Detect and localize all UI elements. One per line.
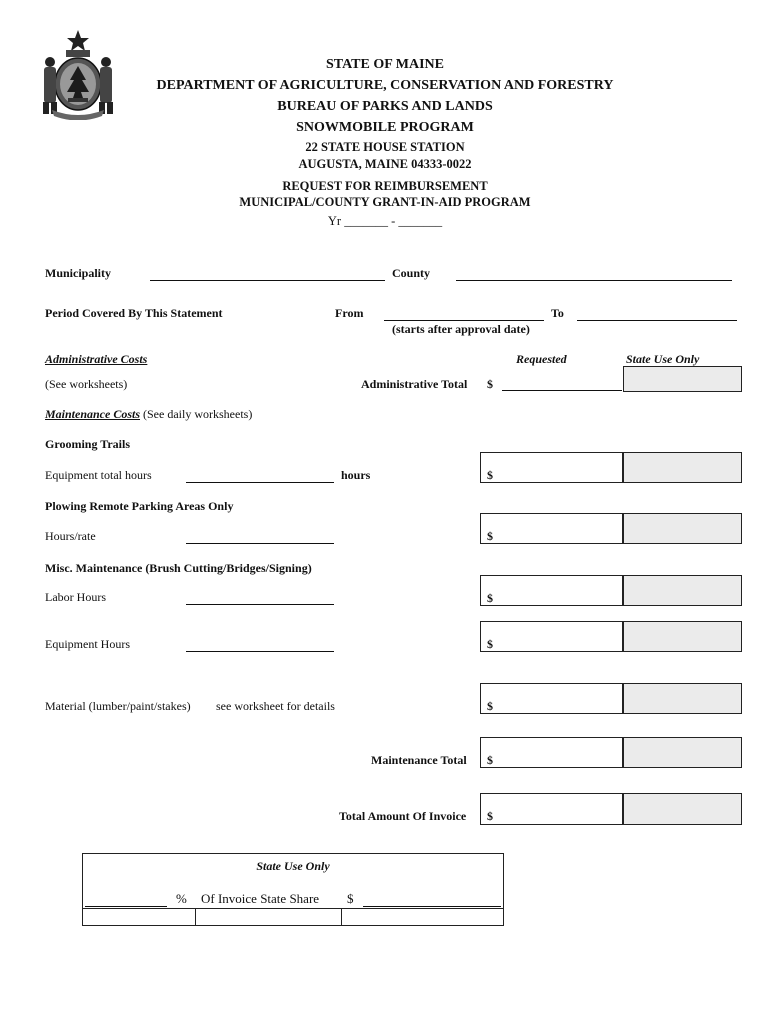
equipment-hours-label: Equipment Hours xyxy=(45,637,130,651)
maintenance-total-state-use-cell xyxy=(623,737,742,768)
header-line-city: AUGUSTA, MAINE 04333-0022 xyxy=(298,157,472,171)
header-line-program: SNOWMOBILE PROGRAM xyxy=(296,120,474,135)
divider xyxy=(341,908,342,925)
material-note: see worksheet for details xyxy=(216,699,335,713)
year-field[interactable]: Yr _______ - _______ xyxy=(327,214,443,228)
labor-requested-cell[interactable] xyxy=(480,575,623,606)
county-label: County xyxy=(392,266,431,280)
dollar-sign: $ xyxy=(487,637,493,651)
header-line-grant: MUNICIPAL/COUNTY GRANT-IN-AID PROGRAM xyxy=(239,195,531,209)
period-label: Period Covered By This Statement xyxy=(45,306,223,320)
maintenance-costs-title: Maintenance Costs xyxy=(45,407,141,421)
dollar-sign: $ xyxy=(487,377,493,391)
see-worksheets-note: (See worksheets) xyxy=(45,377,128,391)
equipment-requested-cell[interactable] xyxy=(480,621,623,652)
state-use-only-column-header: State Use Only xyxy=(626,352,700,366)
dollar-sign: $ xyxy=(347,891,354,906)
header-line-department: DEPARTMENT OF AGRICULTURE, CONSERVATION AND FORESTRY xyxy=(156,78,614,93)
plowing-state-use-cell xyxy=(623,513,742,544)
total-invoice-label: Total Amount Of Invoice xyxy=(339,809,467,823)
maintenance-total-requested-cell[interactable] xyxy=(480,737,623,768)
dollar-sign: $ xyxy=(487,529,493,543)
dollar-sign: $ xyxy=(487,468,493,482)
maintenance-costs-heading xyxy=(45,407,252,422)
dollar-sign: $ xyxy=(487,753,493,767)
dollar-sign: $ xyxy=(487,809,493,823)
equipment-total-hours-field[interactable] xyxy=(186,482,334,483)
plowing-requested-cell[interactable] xyxy=(480,513,623,544)
grooming-state-use-cell xyxy=(623,452,742,483)
plowing-heading: Plowing Remote Parking Areas Only xyxy=(45,499,234,513)
equipment-total-hours-label: Equipment total hours xyxy=(45,468,152,482)
to-label: To xyxy=(551,306,564,320)
equipment-hours-field[interactable] xyxy=(186,651,334,652)
material-requested-cell[interactable] xyxy=(480,683,623,714)
material-state-use-cell xyxy=(623,683,742,714)
header-line-bureau: BUREAU OF PARKS AND LANDS xyxy=(277,99,493,114)
equipment-state-use-cell xyxy=(623,621,742,652)
material-label: Material (lumber/paint/stakes) xyxy=(45,699,191,713)
state-share-percent-field[interactable] xyxy=(85,906,167,907)
grooming-requested-cell[interactable] xyxy=(480,452,623,483)
administrative-costs-heading: Administrative Costs xyxy=(45,352,148,366)
header-line-request: REQUEST FOR REIMBURSEMENT xyxy=(282,179,488,193)
labor-hours-field[interactable] xyxy=(186,604,334,605)
administrative-total-label: Administrative Total xyxy=(361,377,468,391)
state-share-label: Of Invoice State Share xyxy=(201,891,320,906)
labor-state-use-cell xyxy=(623,575,742,606)
header-line-address: 22 STATE HOUSE STATION xyxy=(305,140,465,154)
to-date-field[interactable] xyxy=(577,320,737,321)
requested-column-header: Requested xyxy=(516,352,567,366)
from-date-field[interactable] xyxy=(384,320,544,321)
maintenance-total-label: Maintenance Total xyxy=(371,753,467,767)
divider xyxy=(195,908,196,925)
hours-rate-field[interactable] xyxy=(186,543,334,544)
header-line-state: STATE OF MAINE xyxy=(326,57,444,72)
maintenance-costs-note: (See daily worksheets) xyxy=(143,407,253,421)
state-use-only-box xyxy=(82,853,504,926)
administrative-total-requested[interactable] xyxy=(502,390,622,391)
hours-suffix: hours xyxy=(341,468,371,482)
total-invoice-requested-cell[interactable] xyxy=(480,793,623,825)
total-invoice-state-use-cell xyxy=(623,793,742,825)
maine-state-seal-icon xyxy=(38,28,118,120)
from-label: From xyxy=(335,306,364,320)
percent-sign: % xyxy=(176,891,187,906)
county-field[interactable] xyxy=(456,280,732,281)
municipality-label: Municipality xyxy=(45,266,112,280)
dollar-sign: $ xyxy=(487,591,493,605)
misc-maintenance-heading: Misc. Maintenance (Brush Cutting/Bridges/Signing) xyxy=(45,561,312,575)
state-share-amount-field[interactable] xyxy=(363,906,501,907)
labor-hours-label: Labor Hours xyxy=(45,590,106,604)
divider xyxy=(83,908,503,909)
administrative-total-state-use xyxy=(623,366,742,392)
starts-note: (starts after approval date) xyxy=(392,322,530,336)
grooming-trails-heading: Grooming Trails xyxy=(45,437,131,451)
dollar-sign: $ xyxy=(487,699,493,713)
hours-rate-label: Hours/rate xyxy=(45,529,96,543)
municipality-field[interactable] xyxy=(150,280,385,281)
state-use-only-title: State Use Only xyxy=(256,859,330,873)
